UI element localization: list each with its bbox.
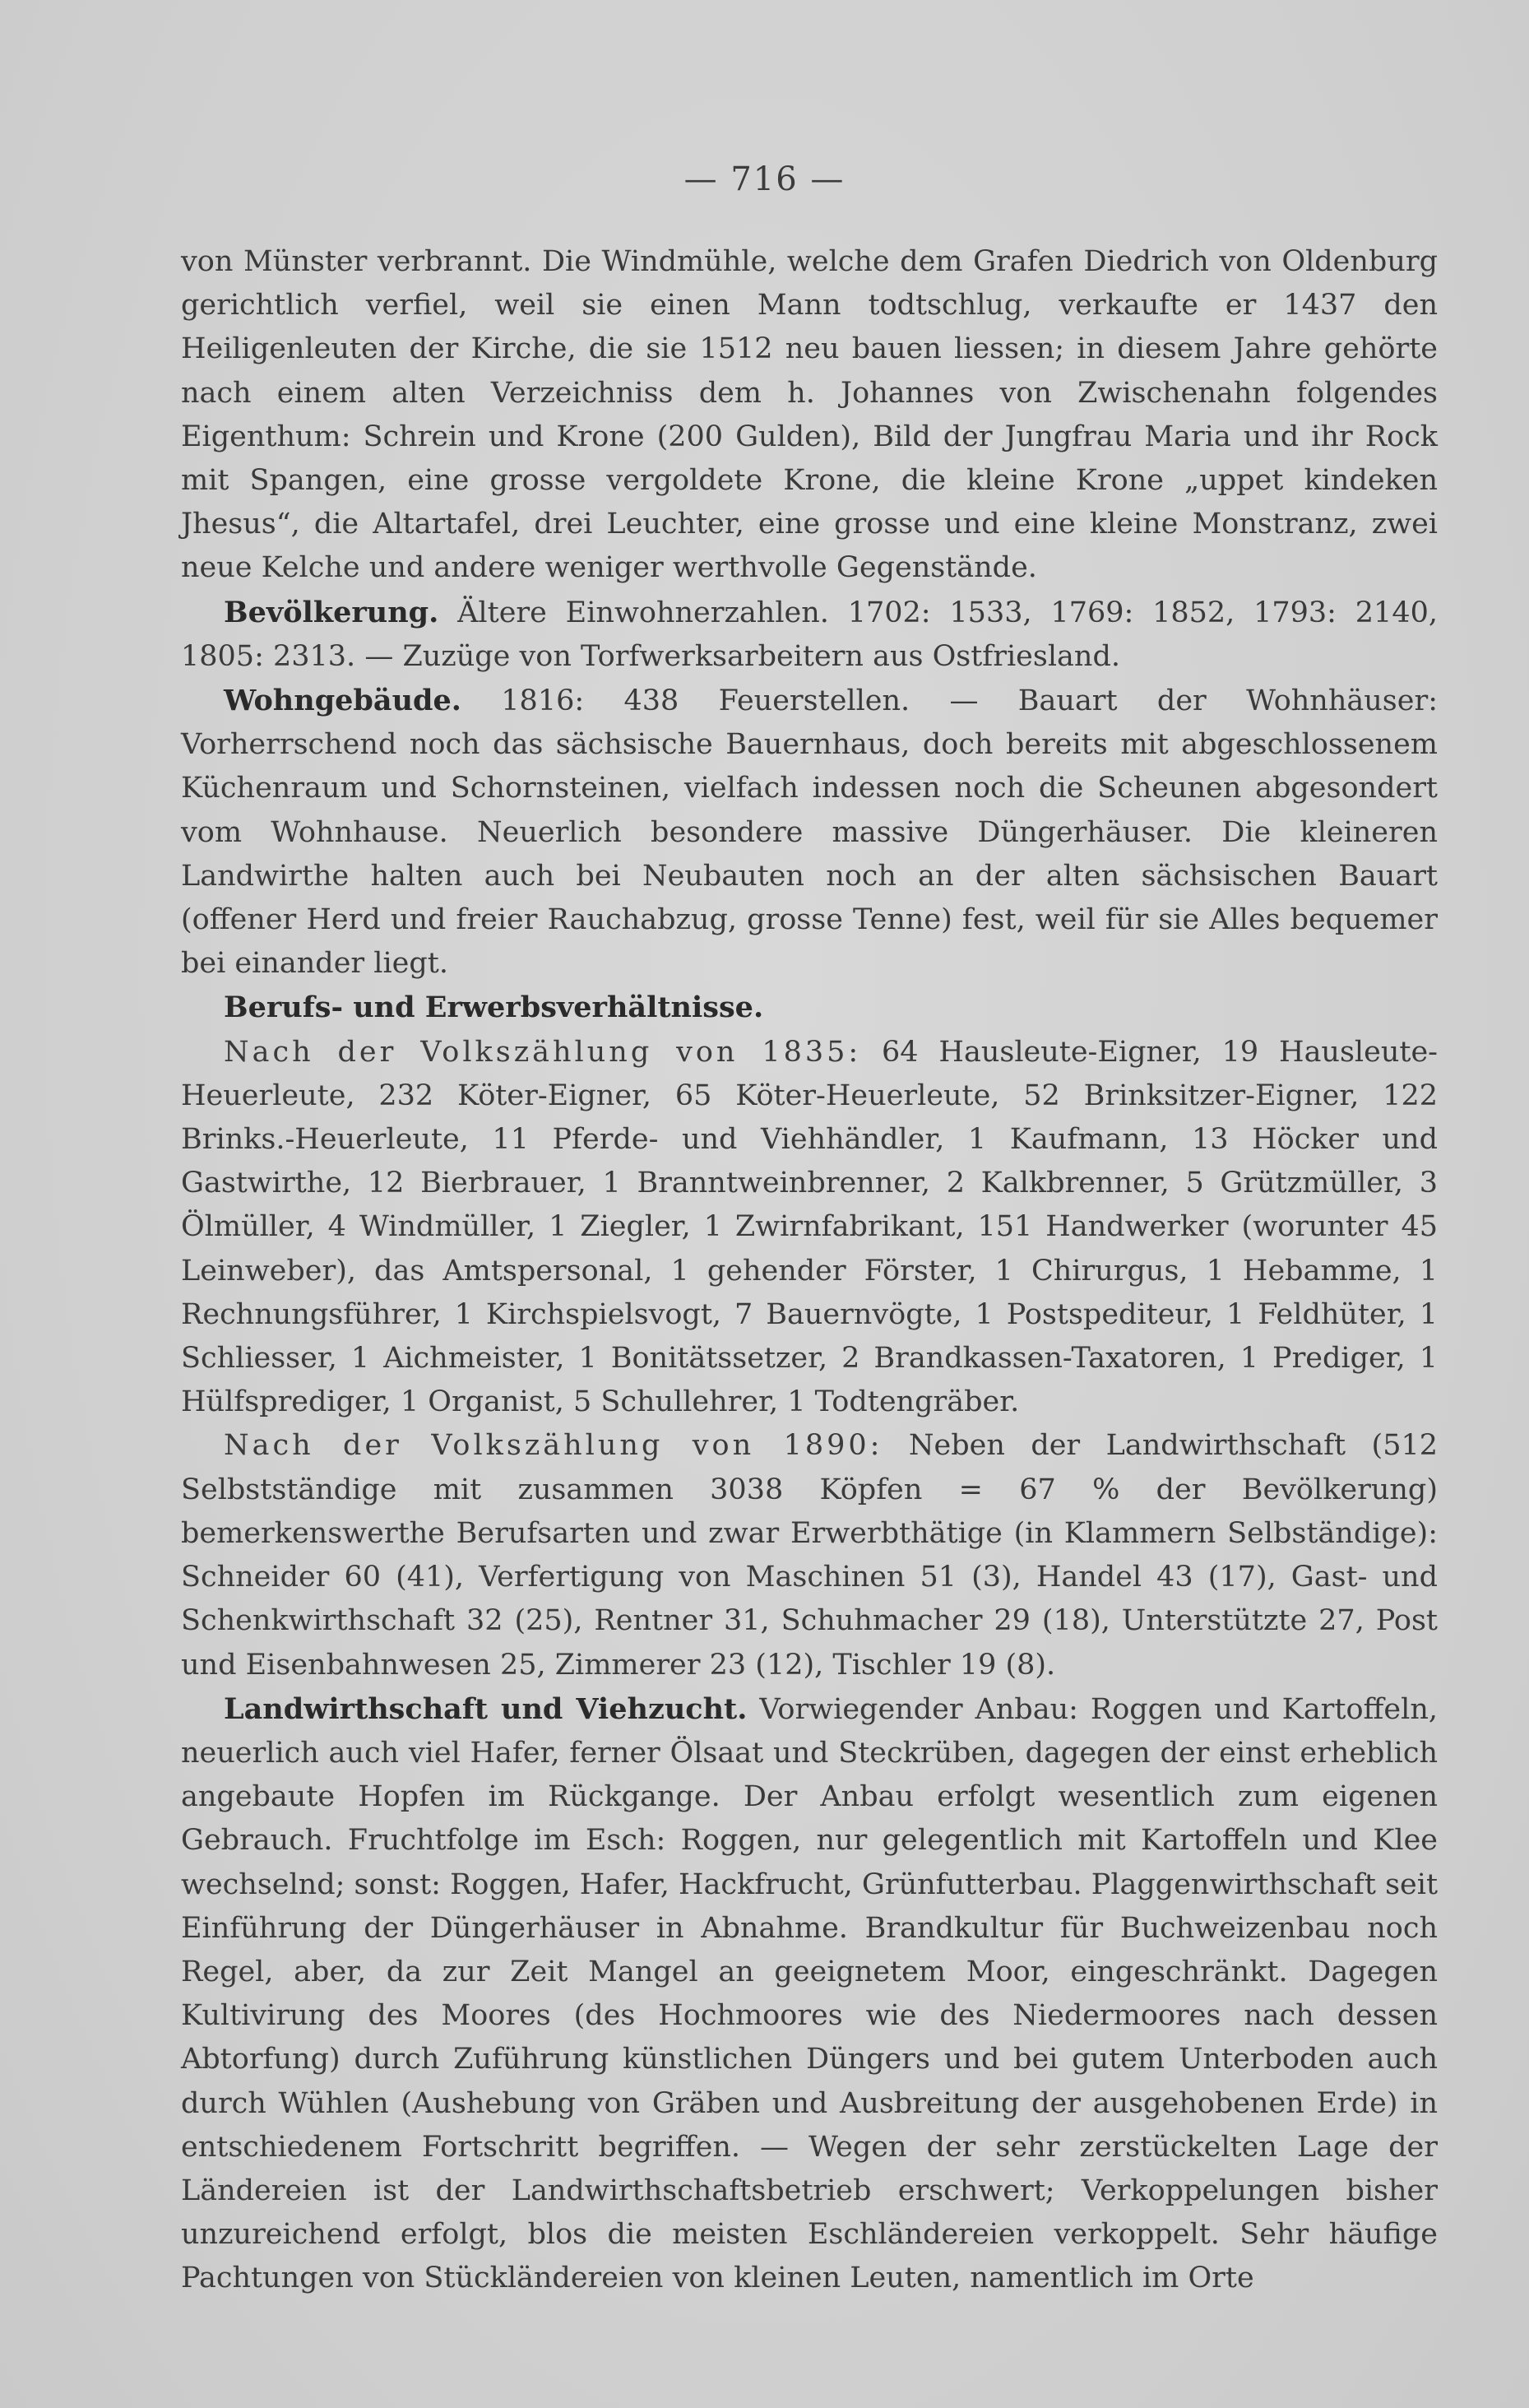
census-1835-text: 64 Hausleute-Eigner, 19 Hausleute-Heuerleute, 232 Köter-Eigner, 65 Köter-Heuerleute, 52 Brinksitzer-Eigner, 122 Brinks.-Heuerleute, 11 Pferde- und Viehhändler, 1 Kaufmann, 13 Höcker und Gastwirthe, 12 Bierbrauer, 1 Branntweinbrenner, 2 Kalkbrenner, 5 Grützmüller, 3 Ölmüller, 4 Windmüller, 1 Ziegler, 1 Zwirnfabrikant, 151 Handwerker (worunter 45 Leinweber), das Amtspersonal, 1 gehender Förster, 1 Chirurgus, 1 Hebamme, 1 Rechnungsführer, 1 Kirchspielsvogt, 7 Bauernvögte, 1 Postspediteur, 1 Feldhüter, 1 Schliesser, 1 Aichmeister, 1 Bonitätssetzer, 2 Brandkassen-Taxatoren, 1 Prediger, 1 Hülfsprediger, 1 Organist, 5 Schullehrer, 1 Todtengräber. (181, 1035, 1438, 1419)
heading-occupations: Berufs- und Erwerbsverhältnisse. (224, 991, 764, 1025)
census-1890-text: Neben der Landwirthschaft (512 Selbstständige mit zusammen 3038 Köpfen = 67 % der Bevölkerung) bemerkenswerthe Berufsarten und zwar Erwerbthätige (in Klammern Selbständige): Schneider 60 (41), Verfertigung von Maschinen 51 (3), Handel 43 (17), Gast- und Schenkwirthschaft 32 (25), Rentner 31, Schuhmacher 29 (18), Unterstützte 27, Post und Eisenbahnwesen 25, Zimmerer 23 (12), Tischler 19 (8). (181, 1429, 1439, 1682)
census-1890-lead: Nach der Volkszählung von 1890: (224, 1429, 883, 1463)
paragraph-agriculture (181, 1687, 1438, 2301)
paragraph-dwellings (181, 679, 1438, 986)
paragraph-occupations-heading (181, 986, 1438, 1030)
population-text: Ältere Einwohnerzahlen. 1702: 1533, 1769: 1852, 1793: 2140, 1805: 2313. — Zuzüge von Torfwerksarbeitern aus Ostfriesland. (181, 596, 1438, 673)
heading-population: Bevölkerung. (224, 595, 439, 629)
paragraph-population (181, 591, 1438, 679)
body-text (181, 240, 1438, 2301)
page-number: — 716 — (683, 160, 846, 198)
heading-dwellings: Wohngebäude. (224, 684, 461, 718)
paragraph-census-1835 (181, 1031, 1438, 1425)
paragraph-census-1890 (181, 1424, 1438, 1687)
heading-agriculture: Landwirthschaft und Viehzucht. (224, 1691, 748, 1726)
dwellings-text: 1816: 438 Feuerstellen. — Bauart der Wohnhäuser: Vorherrschend noch das sächsische Bauernhaus, doch bereits mit abgeschlossenem Küchenraum und Schornsteinen, vielfach indessen noch die Scheunen abgesondert vom Wohnhause. Neuerlich besondere massive Düngerhäuser. Die kleineren Landwirthe halten auch bei Neubauten noch an der alten sächsischen Bauart (offener Herd und freier Rauchabzug, grosse Tenne) fest, weil für sie Alles bequemer bei einander liegt. (181, 684, 1438, 981)
census-1835-lead: Nach der Volkszählung von 1835: (224, 1035, 862, 1069)
paragraph-church-property: von Münster verbrannt. Die Windmühle, welche dem Grafen Diedrich von Oldenburg gerichtlich verfiel, weil sie einen Mann todtschlug, verkaufte er 1437 den Heiligenleuten der Kirche, die sie 1512 neu bauen liessen; in diesem Jahre gehörte nach einem alten Verzeichniss dem h. Johannes von Zwischenahn folgendes Eigenthum: Schrein und Krone (200 Gulden), Bild der Jungfrau Maria und ihr Rock mit Spangen, eine grosse vergoldete Krone, die kleine Krone „uppet kindeken Jhesus“, die Altartafel, drei Leuchter, eine grosse und eine kleine Monstranz, zwei neue Kelche und andere weniger werthvolle Gegenstände. (181, 245, 1438, 585)
agriculture-text: Vorwiegender Anbau: Roggen und Kartoffeln, neuerlich auch viel Hafer, ferner Ölsaat und Steckrüben, dagegen der einst erheblich angebaute Hopfen im Rückgange. Der Anbau erfolgt wesentlich zum eigenen Gebrauch. Fruchtfolge im Esch: Roggen, nur gelegentlich mit Kartoffeln und Klee wechselnd; sonst: Roggen, Hafer, Hackfrucht, Grünfutterbau. Plaggenwirthschaft seit Einführung der Düngerhäuser in Abnahme. Brandkultur für Buchweizenbau noch Regel, aber, da zur Zeit Mangel an geeignetem Moor, eingeschränkt. Dagegen Kultivirung des Moores (des Hochmoores wie des Niedermoores nach dessen Abtorfung) durch Zuführung künstlichen Düngers und bei gutem Unterboden auch durch Wühlen (Aushebung von Gräben und Ausbreitung der ausgehobenen Erde) in entschiedenem Fortschritt begriffen. — Wegen der sehr zerstückelten Lage der Ländereien ist der Landwirthschaftsbetrieb erschwert; Verkoppelungen bisher unzureichend erfolgt, blos die meisten Eschländereien verkoppelt. Sehr häufige Pachtungen von Stückländereien von kleinen Leuten, namentlich im Orte (181, 1692, 1439, 2295)
